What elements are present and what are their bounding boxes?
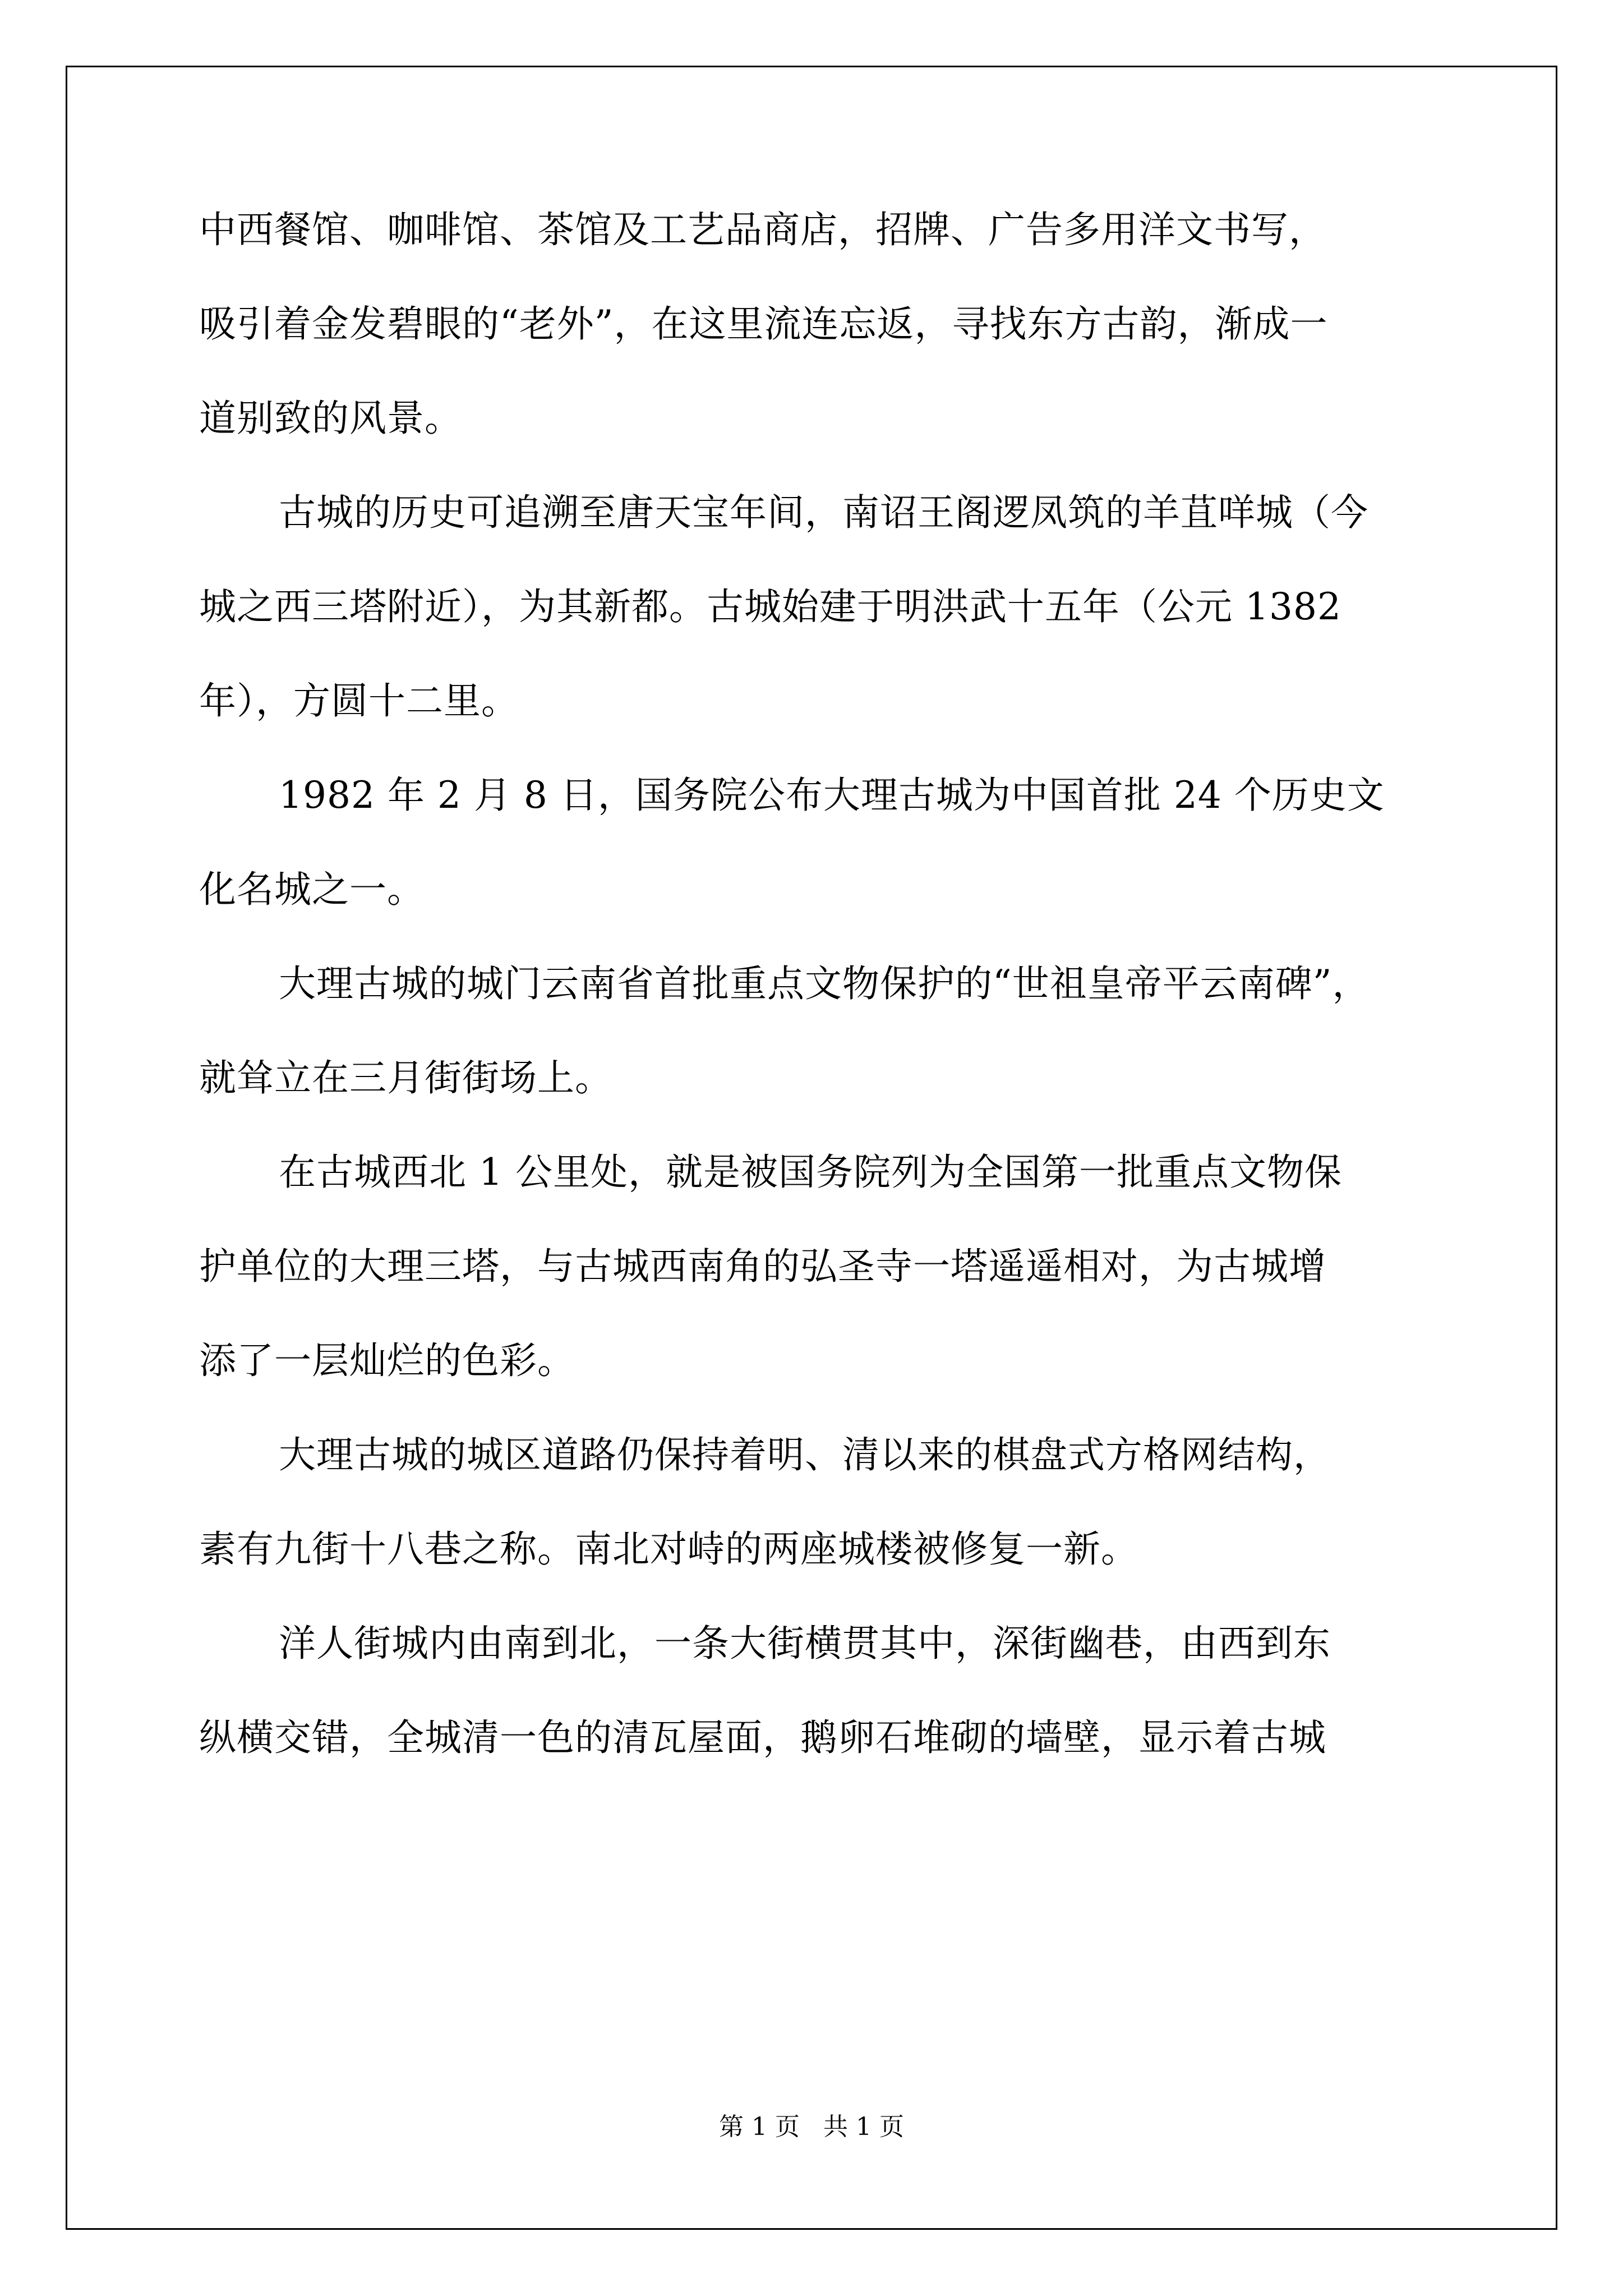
- page-footer: [0, 2106, 1623, 2142]
- text-line: 道别致的风景。: [199, 397, 462, 440]
- text-line: 吸引着金发碧眼的“老外”，在这里流连忘返，寻找东方古韵，渐成一: [199, 302, 1328, 346]
- text-line: 大理古城的城门云南省首批重点文物保护的“世祖皇帝平云南碑”，: [279, 962, 1370, 1005]
- text-line: 素有九街十八巷之称。南北对峙的两座城楼被修复一新。: [199, 1527, 1138, 1571]
- text-line: 在古城西北 1 公里处，就是被国务院列为全国第一批重点文物保: [279, 1151, 1342, 1194]
- text-line: 古城的历史可追溯至唐天宝年间，南诏王阁逻凤筑的羊苴咩城（今: [279, 491, 1368, 534]
- text-line: 年），方圆十二里。: [199, 679, 519, 723]
- text-line: 洋人街城内由南到北，一条大街横贯其中，深街幽巷，由西到东: [279, 1622, 1331, 1665]
- text-line: 城之西三塔附近），为其新都。古城始建于明洪武十五年（公元 1382: [199, 585, 1341, 628]
- text-line: 护单位的大理三塔，与古城西南角的弘圣寺一塔遥遥相对，为古城增: [199, 1245, 1326, 1288]
- page-border: [66, 66, 1557, 2230]
- text-line: 纵横交错，全城清一色的清瓦屋面，鹅卵石堆砌的墙壁，显示着古城: [199, 1716, 1326, 1759]
- text-line: 添了一层灿烂的色彩。: [199, 1339, 575, 1382]
- text-line: 大理古城的城区道路仍保持着明、清以来的棋盘式方格网结构，: [279, 1433, 1331, 1476]
- page-number: 第 1 页: [719, 2113, 800, 2141]
- text-line: 1982 年 2 月 8 日，国务院公布大理古城为中国首批 24 个历史文: [279, 774, 1385, 817]
- page-total: 共 1 页: [823, 2113, 904, 2141]
- text-line: 就耸立在三月街街场上。: [199, 1056, 612, 1099]
- text-line: 中西餐馆、咖啡馆、茶馆及工艺品商店，招牌、广告多用洋文书写，: [199, 208, 1326, 251]
- text-line: 化名城之一。: [199, 868, 425, 911]
